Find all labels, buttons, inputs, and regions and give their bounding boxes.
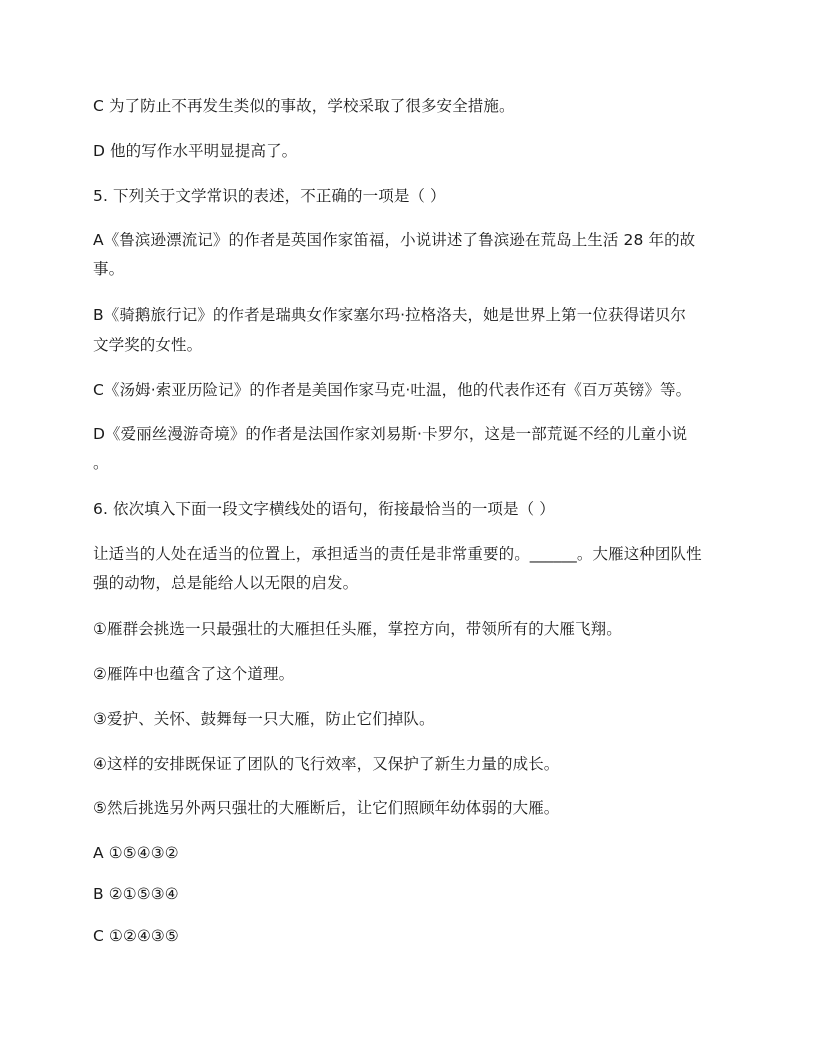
question-5-stem: 5. 下列关于文学常识的表述，不正确的一项是（ ） xyxy=(93,187,446,205)
option-b-q5-line1: B《骑鹅旅行记》的作者是瑞典女作家塞尔玛·拉格洛夫，她是世界上第一位获得诺贝尔 xyxy=(93,306,686,324)
option-c-q5: C《汤姆·索亚历险记》的作者是美国作家马克·吐温，他的代表作还有《百万英镑》等。 xyxy=(93,381,692,399)
option-b-q5-line2: 文学奖的女性。 xyxy=(93,336,203,354)
sentence-3: ③爱护、关怀、鼓舞每一只大雁，防止它们掉队。 xyxy=(93,710,435,728)
sentence-4: ④这样的安排既保证了团队的飞行效率，又保护了新生力量的成长。 xyxy=(93,755,560,773)
sentence-2: ②雁阵中也蕴含了这个道理。 xyxy=(93,665,295,683)
option-a-q6: A ①⑤④③② xyxy=(93,844,179,862)
option-d-q5-line1: D《爱丽丝漫游奇境》的作者是法国作家刘易斯·卡罗尔，这是一部荒诞不经的儿童小说 xyxy=(93,425,688,443)
sentence-1: ①雁群会挑选一只最强壮的大雁担任头雁，掌控方向，带领所有的大雁飞翔。 xyxy=(93,620,622,638)
option-c-q6: C ①②④③⑤ xyxy=(93,927,179,945)
option-c-q4: C 为了防止不再发生类似的事故，学校采取了很多安全措施。 xyxy=(93,97,515,115)
option-d-q4: D 他的写作水平明显提高了。 xyxy=(93,142,298,160)
sentence-5: ⑤然后挑选另外两只强壮的大雁断后，让它们照顾年幼体弱的大雁。 xyxy=(93,799,560,817)
passage-line1: 让适当的人处在适当的位置上，承担适当的责任是非常重要的。______。大雁这种团队性 xyxy=(93,545,702,563)
passage-line2: 强的动物，总是能给人以无限的启发。 xyxy=(93,574,359,592)
option-a-q5-line2: 事。 xyxy=(93,260,125,278)
option-b-q6: B ②①⑤③④ xyxy=(93,885,179,903)
question-6-stem: 6. 依次填入下面一段文字横线处的语句，衔接最恰当的一项是（ ） xyxy=(93,500,555,518)
option-d-q5-line2: 。 xyxy=(93,454,109,472)
option-a-q5-line1: A《鲁滨逊漂流记》的作者是英国作家笛福，小说讲述了鲁滨逊在荒岛上生活 28 年的故 xyxy=(93,231,696,249)
